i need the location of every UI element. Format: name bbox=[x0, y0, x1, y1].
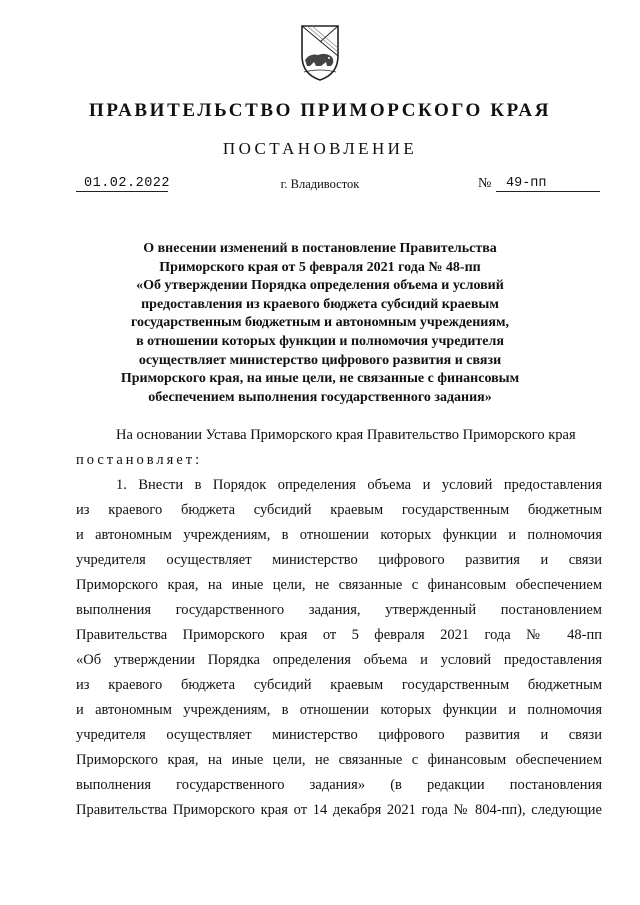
document-type: ПОСТАНОВЛЕНИЕ bbox=[222, 139, 418, 158]
document-date: 01.02.2022 bbox=[84, 176, 171, 191]
title-line: осуществляет министерство цифрового развития и связи bbox=[138, 352, 502, 368]
title-line: «Об утверждении Порядка определения объема и условий bbox=[136, 278, 504, 294]
document-title bbox=[100, 240, 540, 407]
paragraph-line: выполнения государственного задания» (в редакции постановления bbox=[76, 777, 602, 793]
paragraph-line: Приморского края, на иные цели, не связанные с финансовым обеспечением bbox=[76, 577, 602, 593]
paragraph-line: учредителя осуществляет министерство цифрового развития и связи bbox=[76, 552, 602, 568]
paragraph-line: и автономным учреждениям, в отношении которых функции и полномочия bbox=[76, 702, 602, 718]
paragraph-line: учредителя осуществляет министерство цифрового развития и связи bbox=[76, 727, 602, 743]
title-line: в отношении которых функции и полномочия учредителя bbox=[136, 333, 504, 349]
date-underline bbox=[76, 191, 168, 192]
title-line: Приморского края от 5 февраля 2021 года № 48-пп bbox=[159, 259, 481, 275]
paragraph-line: выполнения государственного задания, утвержденный постановлением bbox=[76, 602, 602, 618]
title-line: Приморского края, на иные цели, не связанные с финансовым bbox=[120, 371, 520, 387]
number-underline bbox=[496, 191, 600, 192]
number-sign: № bbox=[478, 176, 492, 191]
paragraph-line: из краевого бюджета субсидий краевым государственным бюджетным bbox=[76, 502, 602, 518]
paragraph-line: из краевого бюджета субсидий краевым государственным бюджетным bbox=[76, 677, 602, 693]
title-line: государственным бюджетным и автономным учреждениям, bbox=[131, 315, 509, 331]
organization-name: ПРАВИТЕЛЬСТВО ПРИМОРСКОГО КРАЯ bbox=[88, 100, 552, 121]
document-number: 49-пп bbox=[506, 176, 547, 191]
document-city: г. Владивосток bbox=[280, 177, 360, 191]
title-line: предоставления из краевого бюджета субсидий краевым bbox=[141, 296, 499, 312]
coat-of-arms-icon bbox=[298, 22, 342, 84]
title-line: О внесении изменений в постановление Правительства bbox=[143, 241, 497, 256]
preamble-text: На основании Устава Приморского края Правительство Приморского края bbox=[116, 427, 576, 443]
paragraph-line: «Об утверждении Порядка определения объема и условий предоставления bbox=[76, 652, 602, 668]
decree-word: постановляет: bbox=[76, 452, 203, 468]
paragraph-line: Правительства Приморского края от 14 декабря 2021 года № 804-пп), следующие bbox=[76, 802, 602, 818]
paragraph-line: Приморского края, на иные цели, не связанные с финансовым обеспечением bbox=[76, 752, 602, 768]
document-body bbox=[76, 423, 602, 823]
title-line: обеспечением выполнения государственного задания» bbox=[148, 389, 492, 405]
paragraph-line: 1. Внести в Порядок определения объема и условий предоставления bbox=[116, 477, 602, 493]
paragraph-line: Правительства Приморского края от 5 февраля 2021 года № 48-пп bbox=[76, 627, 602, 643]
paragraph-line: и автономным учреждениям, в отношении которых функции и полномочия bbox=[76, 527, 602, 543]
